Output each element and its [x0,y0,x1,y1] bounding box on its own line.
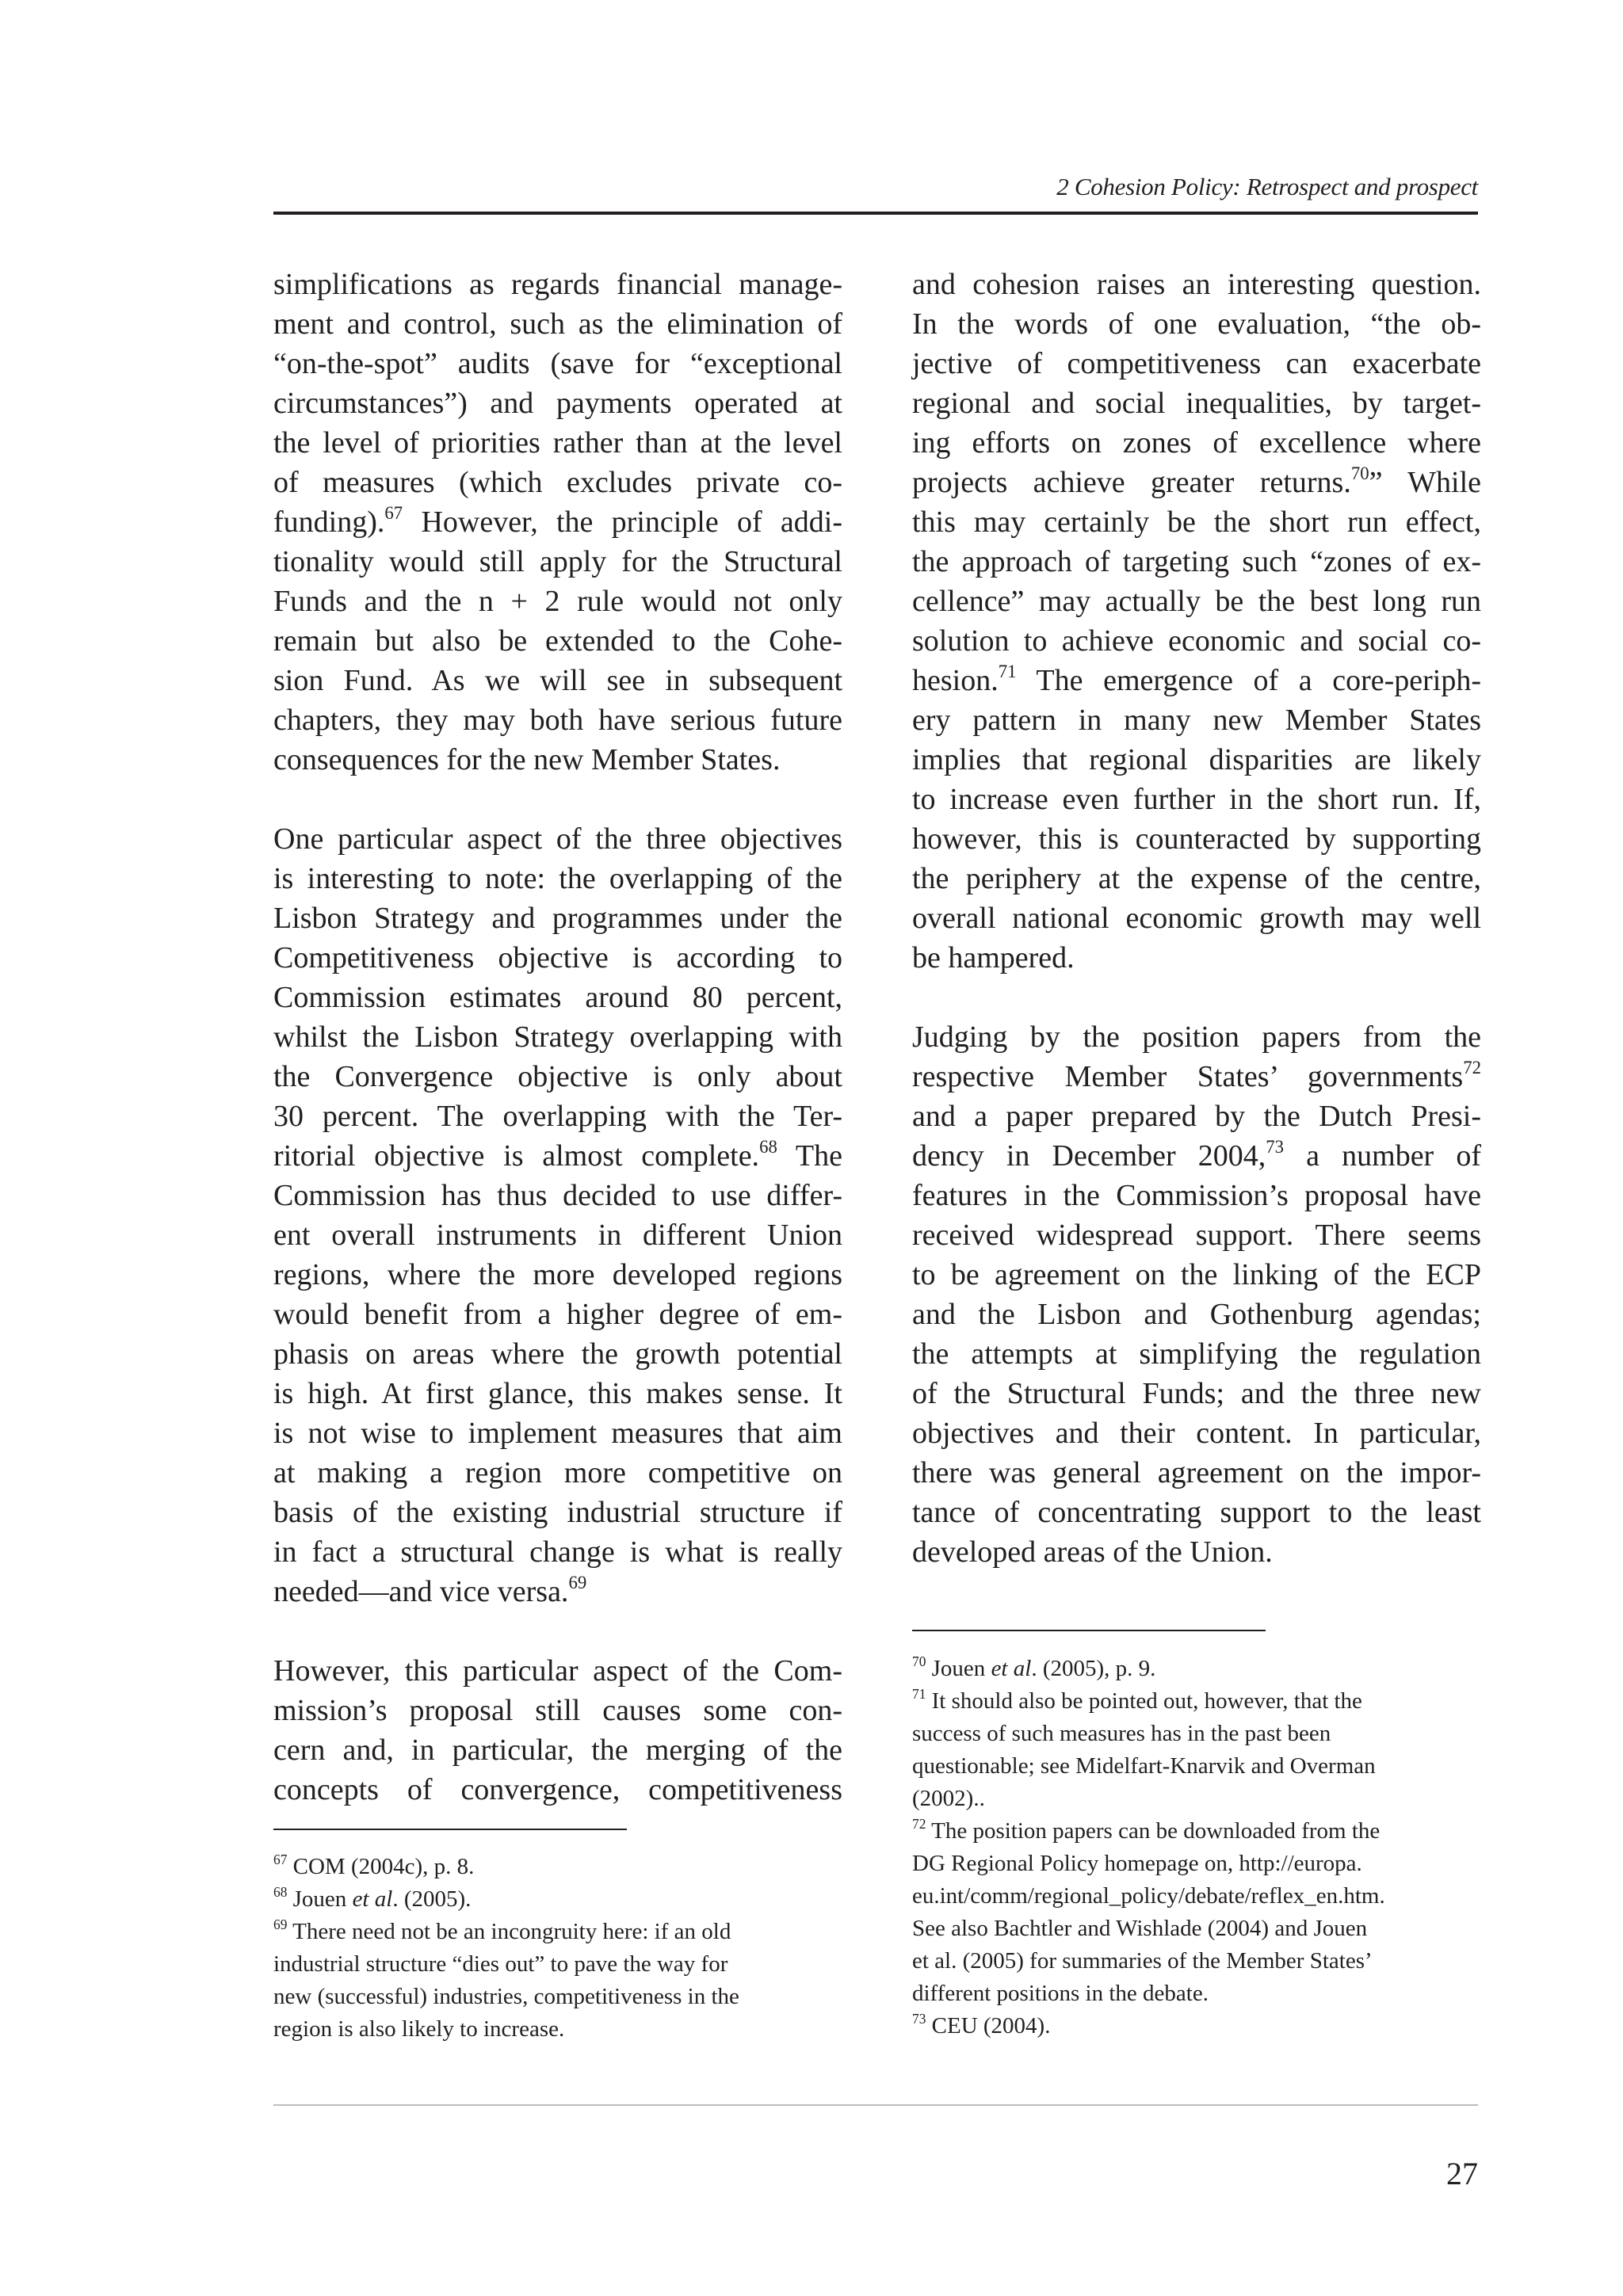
right-column [912,265,1481,1611]
text-run: however, this is counteracted by supporting [912,822,1481,856]
body-paragraph [912,265,1481,978]
text-line [912,1532,1481,1572]
text-line [273,383,842,423]
text-run: would benefit from a higher degree of em- [273,1298,842,1331]
text-run: Commission has thus decided to use differ- [273,1179,842,1212]
text-run: features in the Commission’s proposal have [912,1179,1481,1212]
text-run: hesion. [912,664,999,697]
text-line [912,661,1481,700]
text-run: remain but also be extended to the Cohe- [273,624,842,658]
text-run: solution to achieve economic and social co- [912,624,1481,658]
text-run: See also Bachtler and Wishlade (2004) and Jouen [912,1916,1368,1941]
text-run: jective of competitiveness can exacerbate [912,347,1481,380]
text-run: mission’s proposal still causes some con- [273,1694,842,1727]
text-line [912,1374,1481,1413]
text-run: ritorial objective is almost complete. [273,1139,760,1173]
footnote-line [912,1880,1491,1913]
text-run: phasis on areas where the growth potential [273,1337,842,1371]
body-paragraph [273,265,842,780]
text-run: ent overall instruments in different Union [273,1219,842,1252]
footnote-line [912,1783,1491,1815]
text-run: needed—and vice versa. [273,1575,569,1608]
text-run: regional and social inequalities, by target- [912,387,1481,420]
text-run: to be agreement on the linking of the ECP [912,1258,1481,1291]
footnote-line [273,1883,852,1916]
left-column [273,265,842,1849]
text-line [912,463,1481,502]
footnote-line [912,1978,1491,2010]
text-run: 30 percent. The overlapping with the Ter- [273,1100,842,1133]
page-number: 27 [1446,2156,1478,2191]
text-run: cellence” may actually be the best long run [912,585,1481,618]
text-run: Jouen [926,1656,991,1681]
text-line [912,1413,1481,1453]
text-line [912,383,1481,423]
footnote-line [273,1981,852,2013]
text-line [912,700,1481,740]
text-run: “on-the-spot” audits (save for “exceptional [273,347,842,380]
footnote-reference: 72 [912,1815,926,1832]
footnote-line [912,1685,1491,1718]
text-run: sion Fund. As we will see in subsequent [273,664,842,697]
text-line [273,859,842,898]
text-run: the periphery at the expense of the centre, [912,862,1481,895]
text-run: funding). [273,505,385,539]
footnote-reference: 68 [759,1137,777,1158]
text-run: However, this particular aspect of the Com- [273,1654,842,1688]
text-line [273,1572,842,1611]
text-run: Commission estimates around 80 percent, [273,981,842,1014]
text-run: Jouen [287,1886,353,1912]
italic-text: et al [352,1886,393,1912]
text-run: the level of priorities rather than at the level [273,426,842,460]
footnote-reference: 73 [912,2010,926,2027]
text-run: concepts of convergence, competitiveness [273,1773,842,1806]
text-line [273,1730,842,1770]
text-line [273,621,842,661]
text-line [273,542,842,582]
text-line [273,740,842,780]
text-line [912,304,1481,344]
text-run: In the words of one evaluation, “the ob- [912,307,1481,341]
text-run: regions, where the more developed regions [273,1258,842,1291]
text-run: and cohesion raises an interesting question. [912,268,1481,301]
text-line [912,502,1481,542]
footnote-line [273,1916,852,1948]
text-line [273,1691,842,1730]
text-run: a number of [1284,1139,1481,1173]
text-run: It should also be pointed out, however, that the [926,1688,1362,1714]
text-line [912,265,1481,304]
footnote-line [912,1718,1491,1750]
text-line [912,1255,1481,1295]
text-run: and a paper prepared by the Dutch Presi- [912,1100,1481,1133]
text-line [912,621,1481,661]
text-run: ery pattern in many new Member States [912,704,1481,737]
text-run: the approach of targeting such “zones of ex- [912,545,1481,578]
footnote-line [273,2013,852,2046]
text-run: the Convergence objective is only about [273,1060,842,1093]
text-line [273,1374,842,1413]
text-line [912,1097,1481,1136]
text-line [912,1334,1481,1374]
text-line [273,898,842,938]
text-line [273,1532,842,1572]
text-run: overall national economic growth may well [912,902,1481,935]
text-run: is not wise to implement measures that aim [273,1417,842,1450]
left-footnote-rule [273,1829,627,1830]
text-run: Lisbon Strategy and programmes under the [273,902,842,935]
text-run: DG Regional Policy homepage on, http://europa. [912,1851,1362,1876]
text-run: questionable; see Midelfart-Knarvik and Overman [912,1753,1376,1779]
right-footnote-rule [912,1630,1266,1631]
left-footnotes [273,1851,852,2046]
header-rule [273,212,1478,215]
text-run: consequences for the new Member States. [273,743,781,776]
footnote-line [912,1653,1491,1685]
text-line [273,938,842,978]
text-line [273,661,842,700]
right-footnotes [912,1653,1491,2042]
footnote-line [912,2010,1491,2042]
footnote-reference: 70 [912,1653,926,1669]
text-line [273,1136,842,1176]
text-line [912,542,1481,582]
text-run: region is also likely to increase. [273,2016,565,2042]
footnote-reference: 70 [1350,463,1369,484]
text-line [912,582,1481,621]
running-head: 2 Cohesion Policy: Retrospect and prospect [1056,173,1478,200]
text-line [912,938,1481,978]
text-run: The position papers can be downloaded from the [926,1818,1381,1844]
body-paragraph [273,1651,842,1810]
text-line [912,1295,1481,1334]
text-run: ing efforts on zones of excellence where [912,426,1481,460]
text-run: dency in December 2004, [912,1139,1266,1173]
footnote-reference: 71 [912,1685,926,1702]
text-line [273,1493,842,1532]
footnote-reference: 69 [568,1573,587,1593]
text-line [912,1017,1481,1057]
text-line [273,582,842,621]
footnote-reference: 71 [998,662,1017,682]
text-run: and the Lisbon and Gothenburg agendas; [912,1298,1481,1331]
text-run: different positions in the debate. [912,1981,1209,2006]
text-line [912,1176,1481,1215]
footnote-reference: 67 [384,503,403,524]
footnote-reference: 68 [273,1883,288,1900]
footnote-reference: 73 [1266,1137,1285,1158]
text-line [273,1057,842,1097]
text-run: objectives and their content. In particular, [912,1417,1481,1450]
text-line [912,1453,1481,1493]
text-run: circumstances”) and payments operated at [273,387,842,420]
text-line [912,1493,1481,1532]
text-line [912,1136,1481,1176]
text-run: projects achieve greater returns. [912,466,1351,499]
text-run: (2002).. [912,1786,985,1811]
text-line [912,1057,1481,1097]
text-run: at making a region more competitive on [273,1456,842,1489]
text-run: respective Member States’ governments [912,1060,1464,1093]
text-run: there was general agreement on the impor- [912,1456,1481,1489]
text-run: tance of concentrating support to the least [912,1496,1481,1529]
text-run: success of such measures has in the past been [912,1721,1331,1746]
text-line [912,423,1481,463]
footnote-line [912,1848,1491,1880]
text-run: whilst the Lisbon Strategy overlapping with [273,1020,842,1054]
text-run: et al. (2005) for summaries of the Member States’ [912,1948,1373,1974]
text-line [912,1215,1481,1255]
footnote-line [912,1913,1491,1945]
footnote-line [273,1948,852,1981]
text-line [273,1097,842,1136]
text-line [273,1255,842,1295]
text-run: is interesting to note: the overlapping of the [273,862,842,895]
text-line [273,1413,842,1453]
text-run: One particular aspect of the three objectives [273,822,842,856]
text-run: of measures (which excludes private co- [273,466,842,499]
text-run: CEU (2004). [926,2013,1051,2039]
text-line [273,978,842,1017]
text-line [912,898,1481,938]
text-line [273,819,842,859]
text-run: tionality would still apply for the Structural [273,545,842,578]
body-paragraph [912,1017,1481,1572]
footer-rule [273,2104,1478,2106]
text-run: Competitiveness objective is according to [273,941,842,974]
text-line [912,780,1481,819]
text-line [273,1453,842,1493]
text-run: eu.int/comm/regional_policy/debate/reflex_en.htm. [912,1883,1385,1909]
text-line [273,1215,842,1255]
text-run: However, the principle of addi- [403,505,842,539]
text-run: received widespread support. There seems [912,1219,1481,1252]
text-line [273,1295,842,1334]
text-line [912,740,1481,780]
text-run: in fact a structural change is what is really [273,1535,842,1569]
text-run: industrial structure “dies out” to pave the way for [273,1951,728,1977]
text-line [273,700,842,740]
text-line [273,1334,842,1374]
text-run: There need not be an incongruity here: if an old [287,1919,731,1944]
text-run: COM (2004c), p. 8. [287,1854,475,1879]
footnote-line [912,1945,1491,1978]
footnote-reference: 69 [273,1916,288,1932]
text-run: cern and, in particular, the merging of the [273,1733,842,1767]
text-run: The emergence of a core-periph- [1016,664,1481,697]
text-line [273,1770,842,1810]
text-run: implies that regional disparities are likely [912,743,1481,776]
text-line [273,423,842,463]
text-run: new (successful) industries, competitiveness in the [273,1984,739,2009]
text-run: be hampered. [912,941,1075,974]
text-run: The [777,1139,842,1173]
text-run: ment and control, such as the elimination of [273,307,842,341]
text-run: is high. At first glance, this makes sense. It [273,1377,842,1410]
text-run: simplifications as regards financial manage- [273,268,842,301]
text-run: of the Structural Funds; and the three new [912,1377,1481,1410]
footnote-line [912,1750,1491,1783]
text-line [273,265,842,304]
text-run: to increase even further in the short run. If, [912,783,1481,816]
footnote-line [912,1815,1491,1848]
italic-text: et al [991,1656,1032,1681]
footnote-line [273,1851,852,1883]
text-run: basis of the existing industrial structure if [273,1496,842,1529]
text-run: . (2005). [392,1886,472,1912]
text-run: chapters, they may both have serious future [273,704,842,737]
text-line [273,1651,842,1691]
text-line [912,819,1481,859]
text-run: ” While [1369,466,1481,499]
text-run: Judging by the position papers from the [912,1020,1481,1054]
text-line [273,463,842,502]
footnote-reference: 72 [1463,1058,1481,1078]
text-line [273,1176,842,1215]
text-line [912,859,1481,898]
text-run: the attempts at simplifying the regulation [912,1337,1481,1371]
text-line [273,502,842,542]
text-line [912,344,1481,383]
text-line [273,344,842,383]
text-run: Funds and the n + 2 rule would not only [273,585,842,618]
body-paragraph [273,819,842,1611]
text-run: developed areas of the Union. [912,1535,1273,1569]
footnote-reference: 67 [273,1851,288,1867]
text-run: . (2005), p. 9. [1031,1656,1156,1681]
text-run: this may certainly be the short run effect, [912,505,1481,539]
text-line [273,304,842,344]
text-line [273,1017,842,1057]
